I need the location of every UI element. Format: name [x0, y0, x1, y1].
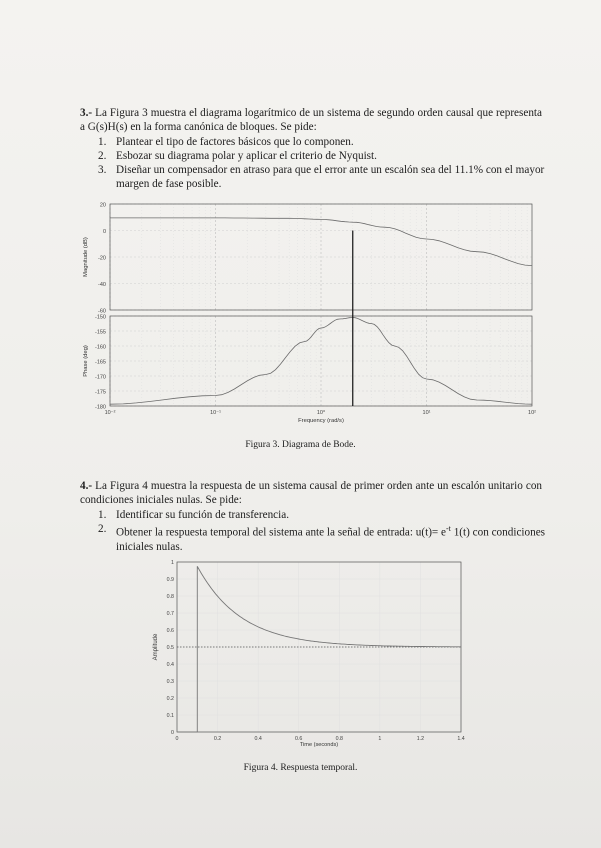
bode-x-tick-label: 10¹: [422, 410, 431, 416]
step-x-tick-label: 0.6: [295, 736, 303, 742]
bode-x-tick-label: 10²: [528, 410, 536, 416]
step-y-tick-label: 0.4: [166, 662, 174, 668]
bode-phase-y-label: Phase (deg): [83, 345, 89, 377]
item-number: 2.: [98, 150, 107, 162]
step-y-tick-label: 0.6: [166, 628, 174, 634]
item-number: 1.: [98, 509, 107, 521]
bode-diagram: [70, 196, 550, 424]
step-x-tick-label: 1: [378, 736, 382, 742]
bode-phase-tick-label: -165: [94, 359, 106, 366]
step-x-axis-label: Time (seconds): [299, 742, 339, 748]
question-3-text: La Figura 3 muestra el diagrama logarítmico de un sistema de segundo orden causal que representa a G(s)H(s) en la forma canónica de bloques. Se pide:: [80, 107, 542, 134]
step-response-plot: [145, 556, 475, 752]
step-y-tick-label: 0.7: [166, 611, 174, 617]
step-y-tick-label: 0.1: [166, 713, 174, 719]
bode-magnitude-tick-label: -60: [98, 308, 106, 315]
step-y-tick-label: 1: [171, 560, 174, 566]
step-x-tick-label: 0: [175, 736, 179, 742]
bode-phase-tick-label: -160: [94, 344, 106, 351]
bode-magnitude-tick-label: 0: [102, 229, 106, 235]
item-number: 3.: [98, 164, 107, 176]
question-4-number: 4.-: [80, 480, 93, 492]
item-text: Identificar su función de transferencia.: [116, 509, 290, 521]
bode-magnitude-tick-label: 20: [99, 202, 106, 209]
figure-3-caption: Figura 3. Diagrama de Bode.: [245, 440, 356, 450]
item-text: Plantear el tipo de factores básicos que lo componen.: [116, 136, 354, 148]
question-4-intro: [80, 479, 542, 508]
figure-4-caption: Figura 4. Respuesta temporal.: [243, 763, 358, 773]
bode-magnitude-y-label: Magnitude (dB): [83, 237, 89, 277]
bode-x-axis-label: Frequency (rad/s): [298, 418, 344, 424]
step-response-curve: [177, 566, 461, 732]
item-text: Diseñar un compensador en atraso para que el error ante un escalón sea del 11.1% con el mayor margen de fase posible.: [116, 164, 545, 191]
step-y-tick-label: 0.8: [166, 594, 174, 600]
bode-phase-tick-label: -175: [94, 389, 106, 396]
bode-magnitude-tick-label: -40: [98, 282, 106, 288]
bode-phase-tick-label: -180: [94, 404, 106, 411]
item-text: Esbozar su diagrama polar y aplicar el criterio de Nyquist.: [116, 150, 377, 162]
question-3-intro: [80, 106, 542, 135]
step-y-tick-label: 0.5: [166, 645, 174, 651]
step-x-tick-label: 0.4: [254, 736, 262, 742]
step-x-tick-label: 0.8: [335, 736, 343, 742]
item-text: Obtener la respuesta temporal del sistema ante la señal de entrada: $u(t)= e^{-t}$ 1(t) con condiciones iniciales nulas.: [116, 524, 546, 554]
item-number: 2.: [98, 523, 107, 535]
step-x-tick-label: 0.2: [213, 736, 222, 742]
step-y-axis-label: Amplitude: [153, 633, 159, 661]
step-x-tick-label: 1.2: [416, 736, 425, 742]
bode-x-tick-label: 10⁻²: [104, 410, 116, 416]
step-y-tick-label: 0: [171, 730, 174, 736]
step-y-tick-label: 0.3: [166, 679, 174, 685]
bode-phase-tick-label: -150: [94, 314, 106, 321]
step-y-tick-label: 0.9: [166, 577, 174, 583]
bode-phase-tick-label: -170: [94, 374, 106, 381]
item-number: 1.: [98, 136, 107, 148]
bode-magnitude-tick-label: -20: [98, 255, 106, 262]
bode-phase-tick-label: -155: [94, 329, 106, 336]
step-y-tick-label: 0.2: [166, 696, 174, 702]
question-3-number: 3.-: [80, 107, 93, 119]
step-x-tick-label: 1.4: [457, 736, 465, 742]
question-4-text: La Figura 4 muestra la respuesta de un sistema causal de primer orden ante un escalón unitario con condiciones iniciales nulas. Se pide:: [80, 480, 543, 507]
bode-x-tick-label: 10⁻¹: [210, 410, 221, 416]
bode-x-tick-label: 10⁰: [316, 410, 326, 416]
